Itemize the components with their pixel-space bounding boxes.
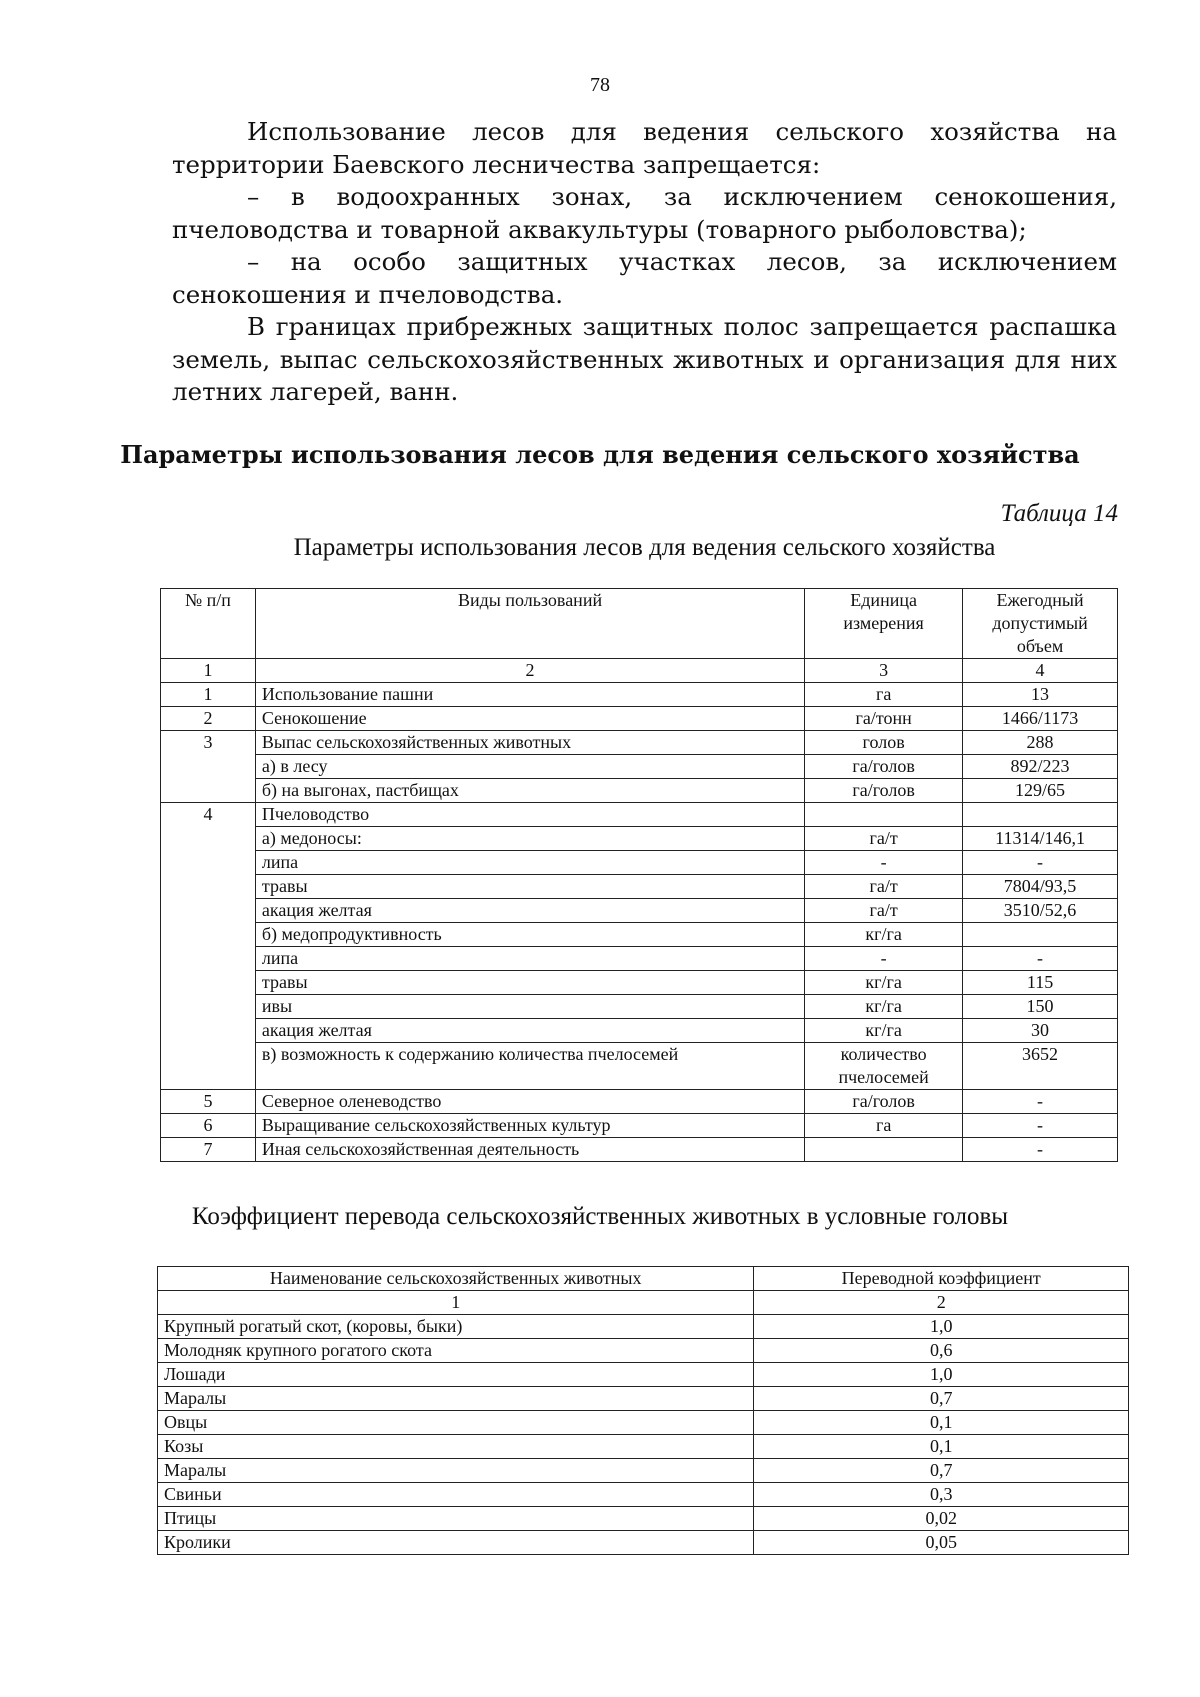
header-cell: Единица измерения bbox=[805, 589, 963, 659]
usage-type-cell: травы bbox=[255, 875, 804, 899]
unit-cell: га/голов bbox=[805, 1090, 963, 1114]
volume-cell: 13 bbox=[963, 683, 1118, 707]
coefficient-cell: 0,1 bbox=[754, 1435, 1129, 1459]
volume-cell: 288 bbox=[963, 731, 1118, 755]
usage-type-cell: липа bbox=[255, 947, 804, 971]
coefficient-cell: 0,7 bbox=[754, 1387, 1129, 1411]
table-row bbox=[161, 995, 1118, 1019]
table-row bbox=[161, 923, 1118, 947]
volume-cell: 115 bbox=[963, 971, 1118, 995]
usage-type-cell: а) в лесу bbox=[255, 755, 804, 779]
coefficient-cell: 0,6 bbox=[754, 1339, 1129, 1363]
table-row bbox=[161, 779, 1118, 803]
volume-cell: - bbox=[963, 1090, 1118, 1114]
animal-name-cell: Козы bbox=[158, 1435, 754, 1459]
coefficient-cell: 0,05 bbox=[754, 1531, 1129, 1555]
animal-name-cell: Молодняк крупного рогатого скота bbox=[158, 1339, 754, 1363]
usage-type-cell: Северное оленеводство bbox=[255, 1090, 804, 1114]
usage-type-cell: липа bbox=[255, 851, 804, 875]
animal-name-cell: Маралы bbox=[158, 1387, 754, 1411]
header-cell: № п/п bbox=[161, 589, 256, 659]
column-number-row bbox=[161, 659, 1118, 683]
coefficient-cell: 1,0 bbox=[754, 1315, 1129, 1339]
animal-name-cell: Лошади bbox=[158, 1363, 754, 1387]
usage-type-cell: Иная сельскохозяйственная деятельность bbox=[255, 1138, 804, 1162]
animal-name-cell: Кролики bbox=[158, 1531, 754, 1555]
usage-type-cell: акация желтая bbox=[255, 899, 804, 923]
unit-cell: га/т bbox=[805, 827, 963, 851]
table-row bbox=[161, 755, 1118, 779]
paragraph: – на особо защитных участках лесов, за исключением сенокошения и пчеловодства. bbox=[172, 247, 1117, 309]
volume-cell: 3510/52,6 bbox=[963, 899, 1118, 923]
volume-cell: 11314/146,1 bbox=[963, 827, 1118, 851]
volume-cell: 7804/93,5 bbox=[963, 875, 1118, 899]
volume-cell: - bbox=[963, 947, 1118, 971]
unit-cell: количество пчелосемей bbox=[805, 1043, 963, 1090]
table-row bbox=[158, 1315, 1129, 1339]
unit-cell: га/голов bbox=[805, 755, 963, 779]
unit-cell: - bbox=[805, 851, 963, 875]
usage-type-cell: б) медопродуктивность bbox=[255, 923, 804, 947]
animal-name-cell: Птицы bbox=[158, 1507, 754, 1531]
unit-cell: кг/га bbox=[805, 1019, 963, 1043]
table-label: Таблица 14 bbox=[1000, 500, 1118, 527]
unit-cell: кг/га bbox=[805, 995, 963, 1019]
table-row bbox=[158, 1507, 1129, 1531]
params-table-body bbox=[161, 683, 1118, 1162]
row-number-cell: 3 bbox=[161, 731, 256, 803]
table-row bbox=[161, 731, 1118, 755]
header-cell: Ежегодный допустимый объем bbox=[963, 589, 1118, 659]
table-row bbox=[158, 1459, 1129, 1483]
unit-cell: га/т bbox=[805, 875, 963, 899]
coef-title: Коэффициент перевода сельскохозяйственных животных в условные головы bbox=[191, 1203, 1009, 1230]
column-number: 3 bbox=[805, 659, 963, 683]
params-table bbox=[160, 588, 1118, 1162]
header-cell: Переводной коэффициент bbox=[754, 1267, 1129, 1291]
paragraph: Использование лесов для ведения сельского хозяйства на территории Баевского лесничества запрещается: bbox=[172, 117, 1117, 179]
table-row bbox=[158, 1531, 1129, 1555]
volume-cell: 129/65 bbox=[963, 779, 1118, 803]
usage-type-cell: Выращивание сельскохозяйственных культур bbox=[255, 1114, 804, 1138]
volume-cell: 892/223 bbox=[963, 755, 1118, 779]
usage-type-cell: Использование пашни bbox=[255, 683, 804, 707]
unit-cell: кг/га bbox=[805, 923, 963, 947]
column-number: 1 bbox=[158, 1291, 754, 1315]
table-row bbox=[161, 683, 1118, 707]
page-number: 78 bbox=[590, 74, 610, 96]
row-number-cell: 1 bbox=[161, 683, 256, 707]
usage-type-cell: Сенокошение bbox=[255, 707, 804, 731]
usage-type-cell: а) медоносы: bbox=[255, 827, 804, 851]
unit-cell: га/тонн bbox=[805, 707, 963, 731]
usage-type-cell: Пчеловодство bbox=[255, 803, 804, 827]
table-row bbox=[161, 1090, 1118, 1114]
column-number: 2 bbox=[255, 659, 804, 683]
volume-cell: 30 bbox=[963, 1019, 1118, 1043]
unit-cell: га/т bbox=[805, 899, 963, 923]
coefficient-cell: 0,7 bbox=[754, 1459, 1129, 1483]
unit-cell bbox=[805, 1138, 963, 1162]
usage-type-cell: ивы bbox=[255, 995, 804, 1019]
volume-cell: 1466/1173 bbox=[963, 707, 1118, 731]
coefficient-cell: 0,3 bbox=[754, 1483, 1129, 1507]
table-row bbox=[161, 851, 1118, 875]
volume-cell bbox=[963, 803, 1118, 827]
volume-cell: 3652 bbox=[963, 1043, 1118, 1090]
table-header-row bbox=[158, 1267, 1129, 1291]
coefficient-cell: 0,1 bbox=[754, 1411, 1129, 1435]
coef-table bbox=[157, 1266, 1129, 1555]
row-number-cell: 5 bbox=[161, 1090, 256, 1114]
usage-type-cell: в) возможность к содержанию количества пчелосемей bbox=[255, 1043, 804, 1090]
unit-cell: голов bbox=[805, 731, 963, 755]
table-row bbox=[161, 707, 1118, 731]
table-caption: Параметры использования лесов для ведения сельского хозяйства bbox=[293, 534, 996, 561]
usage-type-cell: травы bbox=[255, 971, 804, 995]
animal-name-cell: Маралы bbox=[158, 1459, 754, 1483]
animal-name-cell: Крупный рогатый скот, (коровы, быки) bbox=[158, 1315, 754, 1339]
volume-cell: - bbox=[963, 1138, 1118, 1162]
coefficient-cell: 1,0 bbox=[754, 1363, 1129, 1387]
table-header-row bbox=[161, 589, 1118, 659]
header-cell: Наименование сельскохозяйственных животных bbox=[158, 1267, 754, 1291]
table-row bbox=[158, 1483, 1129, 1507]
table-row bbox=[161, 971, 1118, 995]
volume-cell bbox=[963, 923, 1118, 947]
table-row bbox=[161, 803, 1118, 827]
unit-cell: кг/га bbox=[805, 971, 963, 995]
column-number: 4 bbox=[963, 659, 1118, 683]
unit-cell: - bbox=[805, 947, 963, 971]
row-number-cell: 7 bbox=[161, 1138, 256, 1162]
volume-cell: - bbox=[963, 851, 1118, 875]
unit-cell: га bbox=[805, 1114, 963, 1138]
animal-name-cell: Овцы bbox=[158, 1411, 754, 1435]
usage-type-cell: Выпас сельскохозяйственных животных bbox=[255, 731, 804, 755]
coefficient-cell: 0,02 bbox=[754, 1507, 1129, 1531]
column-number-row bbox=[158, 1291, 1129, 1315]
table-row bbox=[161, 1043, 1118, 1090]
table-row bbox=[161, 1138, 1118, 1162]
row-number-cell: 6 bbox=[161, 1114, 256, 1138]
table-row bbox=[161, 827, 1118, 851]
usage-type-cell: акация желтая bbox=[255, 1019, 804, 1043]
column-number: 1 bbox=[161, 659, 256, 683]
table-row bbox=[158, 1387, 1129, 1411]
table-row bbox=[158, 1435, 1129, 1459]
unit-cell: га/голов bbox=[805, 779, 963, 803]
paragraph: В границах прибрежных защитных полос запрещается распашка земель, выпас сельскохозяйственных животных и организация для них летних лагерей, ванн. bbox=[172, 312, 1117, 406]
volume-cell: - bbox=[963, 1114, 1118, 1138]
row-number-cell: 2 bbox=[161, 707, 256, 731]
usage-type-cell: б) на выгонах, пастбищах bbox=[255, 779, 804, 803]
table-row bbox=[158, 1411, 1129, 1435]
column-number: 2 bbox=[754, 1291, 1129, 1315]
table-row bbox=[158, 1363, 1129, 1387]
section-title: Параметры использования лесов для ведения сельского хозяйства bbox=[120, 440, 1080, 469]
paragraph: – в водоохранных зонах, за исключением сенокошения, пчеловодства и товарной аквакультуры (товарного рыболовства); bbox=[172, 182, 1117, 244]
header-cell: Виды пользований bbox=[255, 589, 804, 659]
table-row bbox=[161, 1019, 1118, 1043]
table-row bbox=[158, 1339, 1129, 1363]
unit-cell: га bbox=[805, 683, 963, 707]
unit-cell bbox=[805, 803, 963, 827]
table-row bbox=[161, 875, 1118, 899]
table-row bbox=[161, 899, 1118, 923]
animal-name-cell: Свиньи bbox=[158, 1483, 754, 1507]
table-row bbox=[161, 947, 1118, 971]
body-text bbox=[172, 116, 1117, 409]
table-row bbox=[161, 1114, 1118, 1138]
row-number-cell: 4 bbox=[161, 803, 256, 1090]
coef-table-body bbox=[158, 1315, 1129, 1555]
volume-cell: 150 bbox=[963, 995, 1118, 1019]
